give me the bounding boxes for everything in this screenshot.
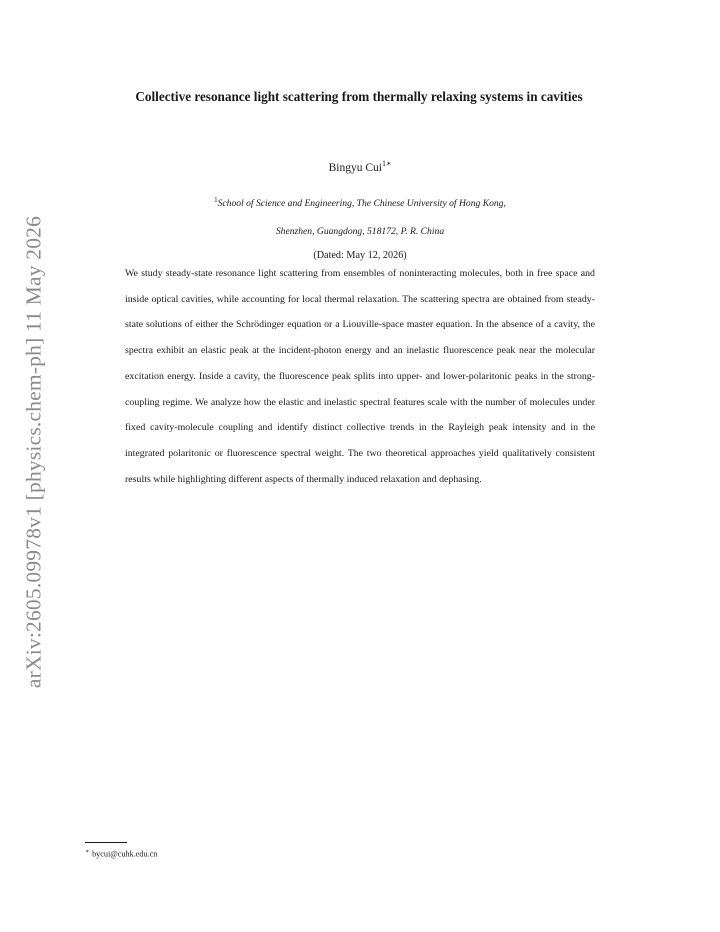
arxiv-identifier-stamp: arXiv:2605.09978v1 [physics.chem-ph] 11 May 2026 [21, 215, 46, 689]
author-affiliation-mark: 1∗ [381, 159, 392, 169]
paper-title: Collective resonance light scattering from thermally relaxing systems in cavities [135, 89, 583, 104]
author-name: Bingyu Cui [328, 162, 382, 174]
footnote-rule [85, 842, 127, 843]
affiliation [120, 190, 600, 246]
footnote [85, 848, 157, 859]
abstract: We study steady-state resonance light scattering from ensembles of noninteracting molecules, both in free space and inside optical cavities, while accounting for local thermal relaxation. The scattering spectra are obtained from steady-state solutions of either the Schrödinger equation or a Liouville-space master equation. In the absence of a cavity, the spectra exhibit an elastic peak at the incident-photon energy and an inelastic fluorescence peak near the molecular excitation energy. Inside a cavity, the fluorescence peak splits into upper- and lower-polaritonic peaks in the strong-coupling regime. We analyze how the elastic and inelastic spectral features scale with the number of molecules under fixed cavity-molecule coupling and identify distinct collective trends in the Rayleigh peak intensity and in the integrated polaritonic or fluorescence spectral weight. The two theoretical approaches yield qualitatively consistent results while highlighting different aspects of thermally induced relaxation and dephasing. [125, 268, 595, 485]
affiliation-mark: 1 [214, 195, 218, 204]
dated-line: (Dated: May 12, 2026) [313, 250, 407, 261]
affiliation-line-1: $^1$School of Science and Engineering, The Chinese University of Hong Kong, [214, 195, 506, 209]
footnote-mark: ∗ [85, 849, 90, 855]
footnote-email: bycui@cuhk.edu.cn [92, 849, 158, 859]
author-line [0, 159, 720, 174]
affiliation-line-2: Shenzhen, Guangdong, 518172, P. R. China [275, 226, 445, 237]
